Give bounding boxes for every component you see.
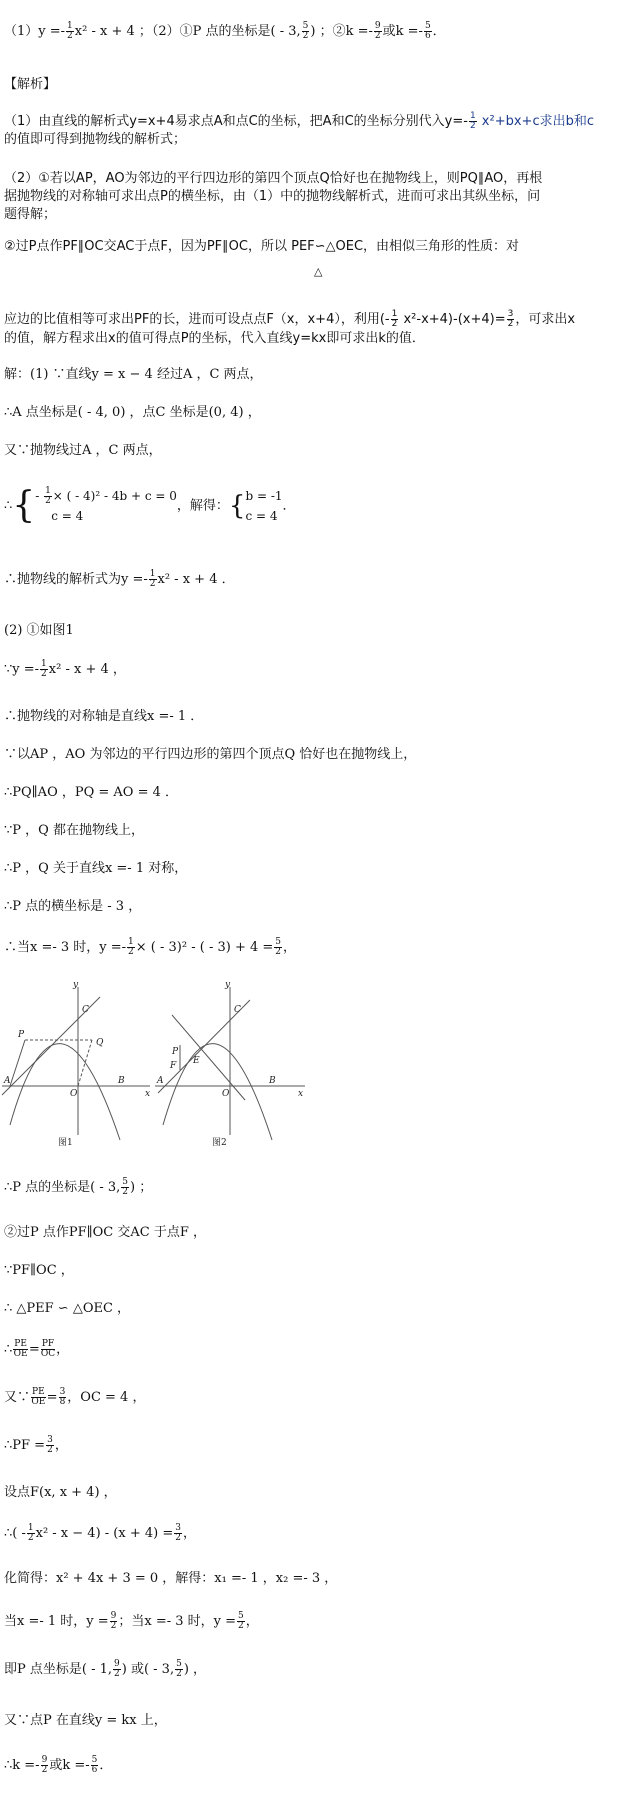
frac-num: 3: [47, 1435, 53, 1445]
s20-mid: =: [46, 1390, 58, 1405]
s25-mid: ；当x =- 3 时，y =: [118, 1614, 237, 1629]
fig1-label-p: P: [18, 1030, 25, 1040]
sol-line-9: ∵以AP ，AO 为邻边的平行四边形的第四个顶点Q 恰好也在抛物线上，: [4, 747, 417, 762]
frac-num: PE: [14, 1339, 27, 1349]
triangle-mark: △: [314, 265, 323, 278]
frac-num: 3: [175, 1523, 181, 1533]
sol-line-19: [4, 1340, 69, 1359]
fig2-label-a: A: [157, 1076, 164, 1086]
s21-end: ，: [54, 1438, 68, 1453]
frac-num: 9: [41, 1755, 48, 1765]
sol-line-5: [4, 570, 235, 589]
frac-den: 2: [122, 1187, 129, 1197]
eq1-frac: [44, 487, 52, 506]
fig1-label-q: Q: [96, 1038, 104, 1048]
sol-line-12: ∴P ，Q 关于直线x =- 1 对称，: [4, 861, 188, 876]
frac-den: 2: [27, 1533, 34, 1543]
sol-line-16: ②过P 点作PF∥OC 交AC 于点F ，: [4, 1225, 207, 1240]
s15-frac: [121, 1178, 129, 1197]
s26-mid: ) 或( - 3,: [121, 1662, 175, 1677]
s21-frac: [46, 1436, 54, 1455]
analysis-4-line2: 的值，解方程求出x的值可得点P的坐标，代入直线y=kx即可求出k的值．: [4, 331, 425, 346]
frac-den: 2: [238, 1621, 244, 1631]
frac-den: 2: [374, 31, 381, 41]
fig2-label-e: E: [193, 1056, 200, 1066]
system-solutions: [245, 486, 282, 526]
frac-den: 2: [47, 1445, 53, 1455]
fig2-label-y: y: [225, 980, 231, 990]
frac-den: 2: [114, 1669, 120, 1679]
frac-num: 1: [391, 309, 398, 319]
sol-line-28: [4, 1756, 112, 1775]
frac-den: 2: [175, 1533, 181, 1543]
s14-mid: × ( - 3)² - ( - 3) + 4 =: [135, 940, 274, 955]
sol-line-27: 又∵点P 在直线y = kx 上，: [4, 1713, 167, 1728]
frac-num: 5: [275, 937, 282, 947]
s23-pre: ∴( -: [4, 1526, 26, 1541]
fig1-label-c: C: [82, 1005, 89, 1015]
sol-line-23: [4, 1524, 196, 1543]
fig2-label-f: F: [170, 1061, 177, 1071]
s5-frac: [149, 570, 157, 589]
frac-num: 1: [27, 1523, 34, 1533]
frac-num: 3: [507, 309, 514, 319]
analysis-1-post: x²+bx+c求出b和c: [477, 114, 594, 129]
s7-pre: ∵y =-: [4, 662, 40, 677]
s28-frac: [41, 1756, 49, 1775]
answer-k-or: 或k =-: [382, 24, 423, 39]
fig1-label-y: y: [73, 980, 79, 990]
s15-pre: ∴P 点的坐标是( - 3,: [4, 1180, 121, 1195]
k-frac2: [424, 22, 432, 41]
analysis-4-line1: [4, 310, 575, 329]
s23-frac2: [174, 1524, 182, 1543]
frac-den: 2: [41, 669, 47, 679]
frac-num: 9: [114, 1659, 120, 1669]
s14-frac2: [274, 938, 282, 957]
analysis-2-line2: 据抛物线的对称轴可求出点P的横坐标，由（1）中的抛物线解析式，进而可求出其纵坐标，问: [4, 189, 541, 204]
answer-frac: [66, 22, 74, 41]
analysis-3-line1: ②过P点作PF∥OC交AC于点F，因为PF∥OC，所以 PEF∽△OEC，由相似三角形的性质：对: [4, 239, 520, 254]
frac-num: 5: [176, 1659, 182, 1669]
s19-frac1: [13, 1340, 28, 1359]
fig2-label-p: P: [172, 1047, 179, 1057]
s28-mid: 或k =-: [49, 1758, 90, 1773]
analysis-2-line1: （2）①若以AP，AO为邻边的平行四边形的第四个顶点Q恰好也在抛物线上，则PQ∥AO，再根: [4, 171, 543, 186]
s28-end: ．: [99, 1758, 113, 1773]
figure-1: [2, 980, 150, 1148]
sol-c: c = 4: [245, 509, 278, 523]
frac-num: 1: [469, 111, 476, 121]
frac-den: 8: [59, 1397, 66, 1407]
s28-pre: ∴k =-: [4, 1758, 40, 1773]
frac-den: 2: [45, 496, 51, 506]
analysis-1: [4, 112, 594, 131]
sol-line-18: ∴ △PEF ∽ △OEC ，: [4, 1301, 131, 1316]
fig2-parabola: [163, 1044, 272, 1140]
sol-line-10: ∴PQ∥AO ，PQ = AO = 4 ．: [4, 785, 179, 800]
frac-num: 9: [374, 21, 381, 31]
sol-line-3: 又∵抛物线过A ，C 两点，: [4, 443, 162, 458]
s15-end: ) ；: [130, 1180, 153, 1195]
s20-pre: 又∵: [4, 1390, 31, 1405]
frac-den: 6: [91, 1765, 98, 1775]
figure-2: [155, 980, 305, 1148]
eq1-post: × ( - 4)² - 4b + c = 0: [52, 489, 177, 503]
jiexi-title: 【解析】: [4, 77, 57, 92]
frac-den: 2: [302, 31, 309, 41]
s26-frac2: [175, 1660, 183, 1679]
frac-den: 2: [110, 1621, 117, 1631]
s14-pre: ∴当x =- 3 时，y =-: [4, 940, 127, 955]
fig1-label-b: B: [118, 1076, 125, 1086]
s20-frac1: [31, 1388, 46, 1407]
frac-num: 1: [128, 937, 134, 947]
frac-num: 1: [45, 486, 51, 496]
s21-pre: ∴PF =: [4, 1438, 46, 1453]
s23-frac: [27, 1524, 35, 1543]
s20-end: ，OC = 4 ，: [67, 1390, 146, 1405]
frac-num: 5: [302, 21, 309, 31]
sol-line-1: 解：(1) ∵直线y = x − 4 经过A ，C 两点，: [4, 367, 263, 382]
s7-post: x² - x + 4 ，: [48, 662, 126, 677]
frac-den: 2: [469, 121, 476, 131]
analysis-4-mid: x²-x+4)-(x+4)=: [399, 312, 506, 327]
s7-frac: [40, 660, 48, 679]
frac-num: PF: [41, 1339, 55, 1349]
sol-line-11: ∵P ，Q 都在抛物线上，: [4, 823, 144, 838]
frac-den: 2: [41, 1765, 48, 1775]
fig2-label-o: O: [222, 1089, 230, 1099]
system-equations: [35, 486, 177, 526]
analysis-1-pre: （1）由直线的解析式y=x+4易求点A和点C的坐标，把A和C的坐标分别代入y=-: [4, 114, 468, 129]
frac-den: 2: [391, 319, 398, 329]
analysis-4-pre: 应边的比值相等可求出PF的长，进而可设点点F（x，x+4），利用(-: [4, 312, 390, 327]
frac-num: 1: [149, 569, 156, 579]
analysis-4-post: ，可求出x: [515, 312, 576, 327]
analysis-4-frac2: [507, 310, 515, 329]
sol-line-24: 化简得：x² + 4x + 3 = 0 ，解得：x₁ =- 1 ，x₂ =- 3 ，: [4, 1571, 338, 1586]
s5-pre: ∴抛物线的解析式为y =-: [4, 572, 148, 587]
sol-line-8: ∴抛物线的对称轴是直线x =- 1 ．: [4, 709, 204, 724]
answer-line: [4, 22, 446, 41]
sol-line-14: [4, 938, 296, 957]
sol-b: b = -1: [245, 489, 283, 503]
frac-den: 6: [424, 31, 431, 41]
s26-frac: [113, 1660, 121, 1679]
s23-end: ，: [182, 1526, 196, 1541]
frac-den: OE: [13, 1349, 28, 1359]
s19-pre: ∴: [4, 1342, 13, 1357]
s25-end: ，: [245, 1614, 259, 1629]
fig2-caption: 图2: [212, 1138, 227, 1148]
fig1-label-o: O: [70, 1089, 78, 1099]
frac-num: 5: [238, 1611, 244, 1621]
sol-end: ．: [282, 498, 296, 514]
s5-post: x² - x + 4 ．: [157, 572, 235, 587]
s19-frac2: [41, 1340, 55, 1359]
frac-num: 3: [59, 1387, 66, 1397]
sol-line-25: [4, 1612, 259, 1631]
figures: [0, 975, 310, 1150]
frac-den: 2: [67, 31, 73, 41]
s20-frac2: [59, 1388, 67, 1407]
s28-frac2: [91, 1756, 99, 1775]
eq2: c = 4: [51, 509, 84, 523]
answer-part1: （1）y =-: [4, 24, 66, 39]
frac-num: 1: [41, 659, 47, 669]
s14-frac: [127, 938, 135, 957]
analysis-2-line3: 题得解；: [4, 207, 57, 222]
sol-line-22: 设点F(x, x + 4) ，: [4, 1485, 117, 1500]
frac-den: 2: [149, 579, 156, 589]
sol-line-2: ∴A 点坐标是( - 4, 0) ，点C 坐标是(0, 4) ，: [4, 405, 261, 420]
sol-line-26: [4, 1660, 206, 1679]
fig1-caption: 图1: [58, 1138, 73, 1148]
sol-line-6: (2) ①如图1: [4, 623, 74, 638]
fig1-label-x: x: [145, 1089, 151, 1099]
sol-line-17: ∵PF∥OC ，: [4, 1263, 74, 1278]
frac-den: 2: [176, 1669, 182, 1679]
frac-den: 2: [275, 947, 282, 957]
fig2-label-c: C: [234, 1005, 241, 1015]
therefore-sym: ∴: [4, 498, 13, 514]
s25-pre: 当x =- 1 时，y =: [4, 1614, 109, 1629]
fig2-label-x: x: [298, 1089, 304, 1099]
sol-line-20: [4, 1388, 145, 1407]
sol-line-15: [4, 1178, 152, 1197]
answer-coord: ( - 3,: [270, 24, 301, 39]
frac-den: 2: [128, 947, 134, 957]
s25-frac2: [237, 1612, 245, 1631]
answer-coord-end: ) ；②k =-: [310, 24, 373, 39]
s26-end: ) ，: [183, 1662, 207, 1677]
s19-end: ，: [56, 1342, 70, 1357]
frac-num: 1: [67, 21, 73, 31]
eq1-pre: -: [35, 489, 44, 503]
frac-num: PE: [32, 1387, 45, 1397]
analysis-4-frac: [391, 310, 399, 329]
answer-end: ．: [432, 24, 446, 39]
fig1-label-a: A: [4, 1076, 11, 1086]
analysis-1-line2: 的值即可得到抛物线的解析式；: [4, 132, 187, 147]
frac-num: 5: [122, 1177, 129, 1187]
sol-line-7: [4, 660, 126, 679]
brace-left: {: [12, 485, 36, 526]
coord-frac: [302, 22, 310, 41]
s25-frac: [110, 1612, 118, 1631]
solve-text: ，解得：: [176, 498, 229, 514]
answer-tail: x² - x + 4 ；（2）①P 点的坐标是: [74, 24, 271, 39]
s14-end: ，: [283, 940, 297, 955]
sol-line-13: ∴P 点的横坐标是 - 3 ，: [4, 899, 142, 914]
frac-den: OE: [31, 1397, 46, 1407]
sol-line-4-system: [4, 486, 296, 526]
frac-num: 5: [424, 21, 431, 31]
frac-den: 2: [507, 319, 514, 329]
s19-mid: =: [28, 1342, 40, 1357]
frac-num: 9: [110, 1611, 117, 1621]
frac-den: OC: [40, 1349, 56, 1359]
fig2-label-b: B: [269, 1076, 276, 1086]
brace-right: {: [228, 491, 246, 521]
s26-pre: 即P 点坐标是( - 1,: [4, 1662, 113, 1677]
analysis-1-frac: [469, 112, 477, 131]
s23-mid: x² - x − 4) - (x + 4) =: [35, 1526, 174, 1541]
sol-line-21: [4, 1436, 68, 1455]
k-frac1: [374, 22, 382, 41]
frac-num: 5: [91, 1755, 98, 1765]
fig1-parabola: [10, 1044, 120, 1140]
